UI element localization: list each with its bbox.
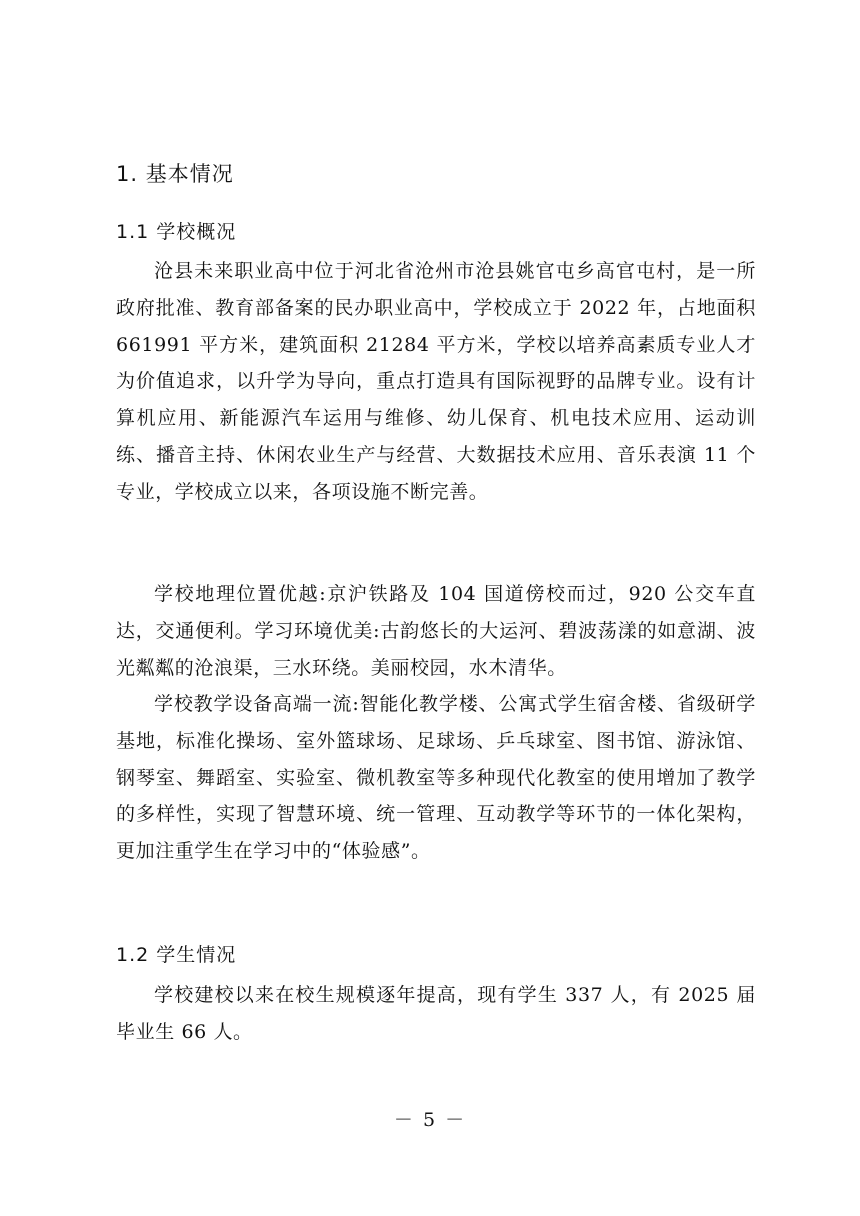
page-number: － 5 －	[393, 1109, 467, 1131]
subsection-heading-student-situation: 1.2 学生情况	[116, 944, 237, 966]
paragraph-school-introduction: 沧县未来职业高中位于河北省沧州市沧县姚官屯乡高官屯村，是一所政府批准、教育部备案的民办职业高中，学校成立于 2022 年，占地面积 661991 平方米，建筑面积 21284 平方米，学校以培养高素质专业人才为价值追求，以升学为导向，重点打造具有国际视野的品牌专业。设有计算机应用、新能源汽车运用与维修、幼儿保育、机电技术应用、运动训练、播音主持、休闲农业生产与经营、大数据技术应用、音乐表演 11 个专业，学校成立以来，各项设施不断完善。	[116, 260, 756, 503]
subsection-heading-school-overview: 1.1 学校概况	[116, 221, 237, 243]
paragraph-school-location: 学校地理位置优越:京沪铁路及 104 国道傍校而过，920 公交车直达，交通便利。学习环境优美:古韵悠长的大运河、碧波荡漾的如意湖、波光粼粼的沧浪渠，三水环绕。美丽校园，水木清华。	[116, 583, 756, 679]
paragraph-school-facilities: 学校教学设备高端一流:智能化教学楼、公寓式学生宿舍楼、省级研学基地，标准化操场、室外篮球场、足球场、乒乓球室、图书馆、游泳馆、钢琴室、舞蹈室、实验室、微机教室等多种现代化教室的使用增加了教学的多样性，实现了智慧环境、统一管理、互动教学等环节的一体化架构，更加注重学生在学习中的“体验感”。	[116, 693, 756, 863]
section-heading: 1. 基本情况	[116, 162, 234, 186]
paragraph-student-count: 学校建校以来在校生规模逐年提高，现有学生 337 人，有 2025 届毕业生 66 人。	[116, 984, 756, 1043]
